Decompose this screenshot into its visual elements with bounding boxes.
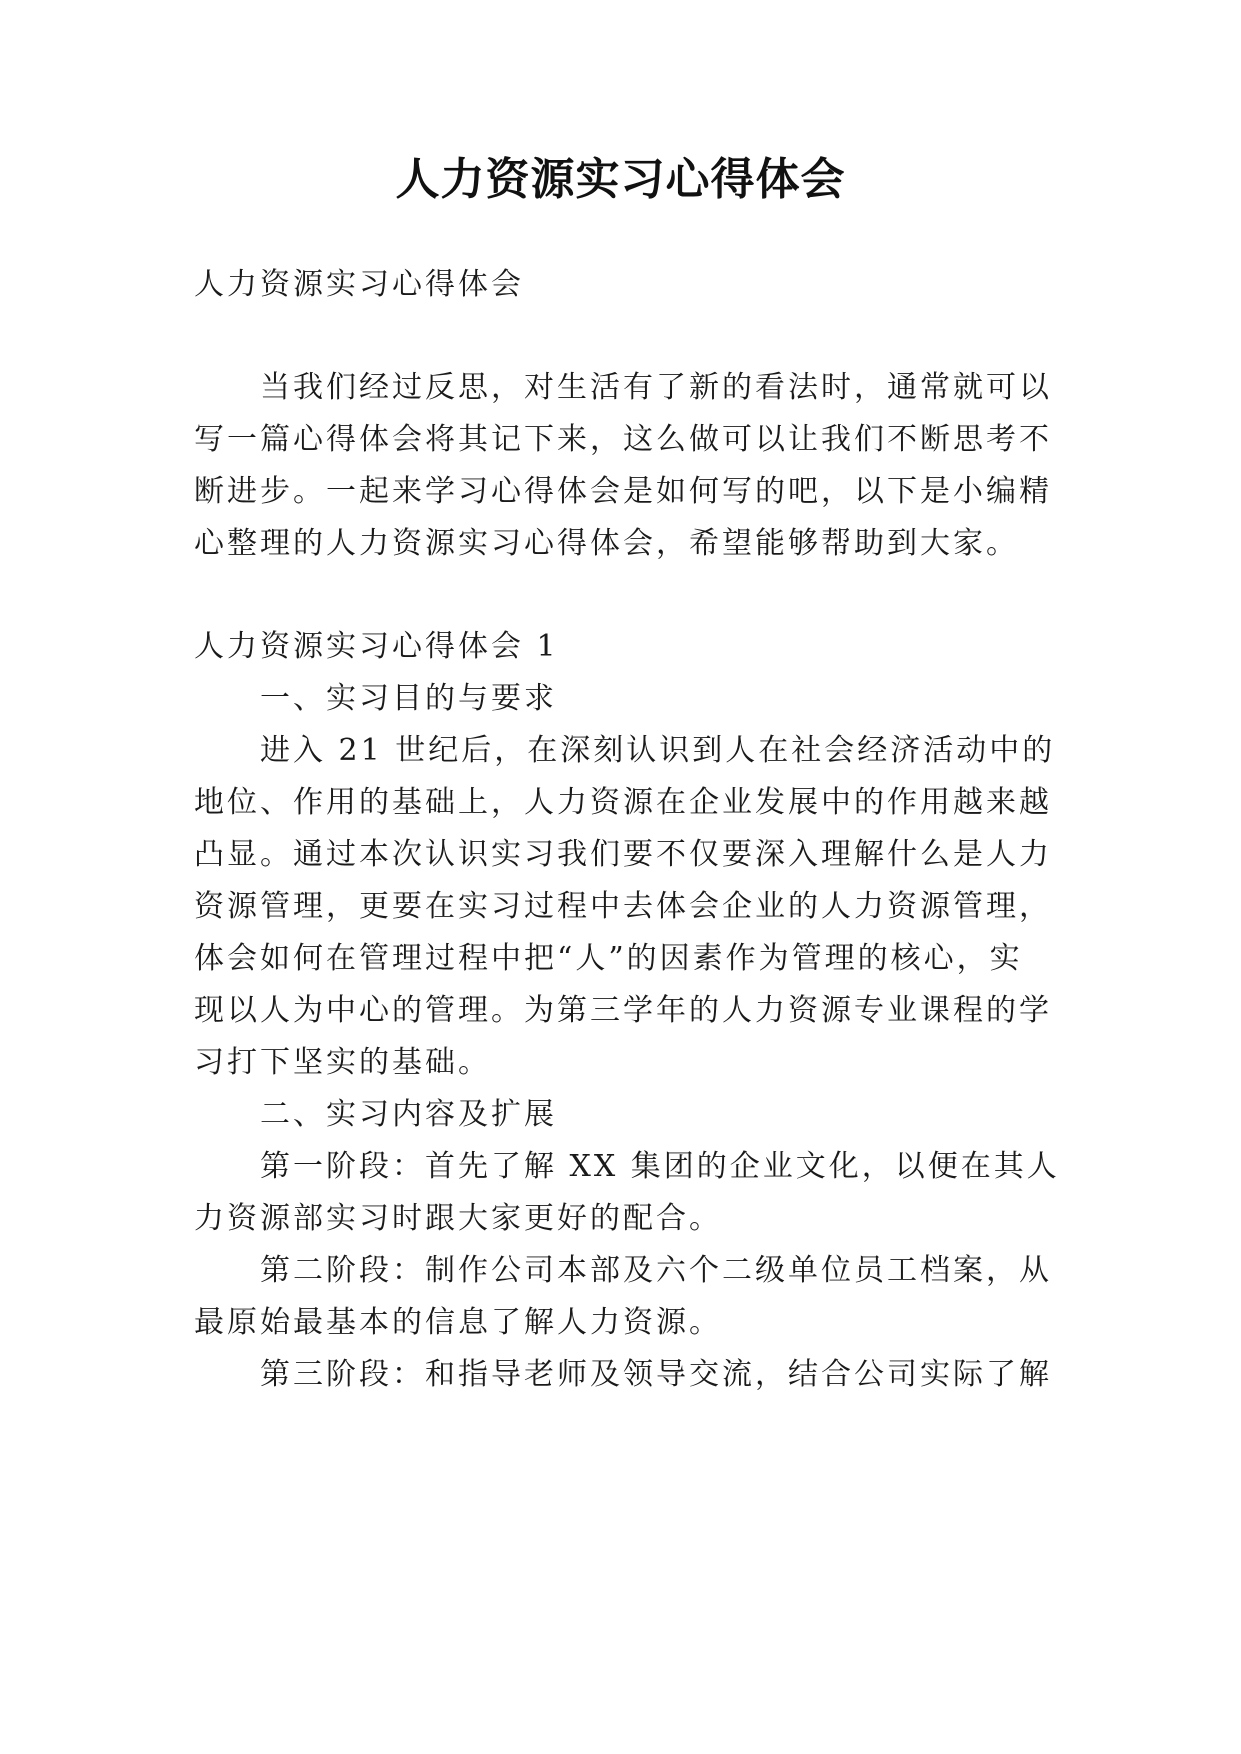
stage-line: 第三阶段：和指导老师及领导交流，结合公司实际了解 <box>260 1357 1052 1392</box>
body-line: 进入 21 世纪后，在深刻认识到人在社会经济活动中的 <box>260 733 1056 768</box>
intro-line: 断进步。一起来学习心得体会是如何写的吧，以下是小编精 <box>194 474 1052 509</box>
intro-line: 当我们经过反思，对生活有了新的看法时，通常就可以 <box>260 370 1052 405</box>
body-line: 资源管理，更要在实习过程中去体会企业的人力资源管理， <box>194 889 1052 924</box>
stage-line: 力资源部实习时跟大家更好的配合。 <box>194 1201 722 1236</box>
body-line: 体会如何在管理过程中把“人”的因素作为管理的核心，实 <box>194 941 1023 976</box>
document-subtitle: 人力资源实习心得体会 <box>194 267 524 302</box>
part-heading: 一、实习目的与要求 <box>260 681 557 716</box>
stage-line: 第一阶段：首先了解 XX 集团的企业文化，以便在其人 <box>260 1149 1060 1184</box>
body-line: 地位、作用的基础上，人力资源在企业发展中的作用越来越 <box>194 785 1052 820</box>
intro-line: 写一篇心得体会将其记下来，这么做可以让我们不断思考不 <box>194 422 1052 457</box>
stage-line: 第二阶段：制作公司本部及六个二级单位员工档案，从 <box>260 1253 1052 1288</box>
body-line: 现以人为中心的管理。为第三学年的人力资源专业课程的学 <box>194 993 1052 1028</box>
body-line: 习打下坚实的基础。 <box>194 1045 491 1080</box>
section-heading: 人力资源实习心得体会 1 <box>194 629 559 664</box>
body-line: 凸显。通过本次认识实习我们要不仅要深入理解什么是人力 <box>194 837 1052 872</box>
intro-line: 心整理的人力资源实习心得体会，希望能够帮助到大家。 <box>194 526 1019 561</box>
document-title: 人力资源实习心得体会 <box>395 154 846 205</box>
part-heading: 二、实习内容及扩展 <box>260 1097 557 1132</box>
stage-line: 最原始最基本的信息了解人力资源。 <box>194 1305 722 1340</box>
